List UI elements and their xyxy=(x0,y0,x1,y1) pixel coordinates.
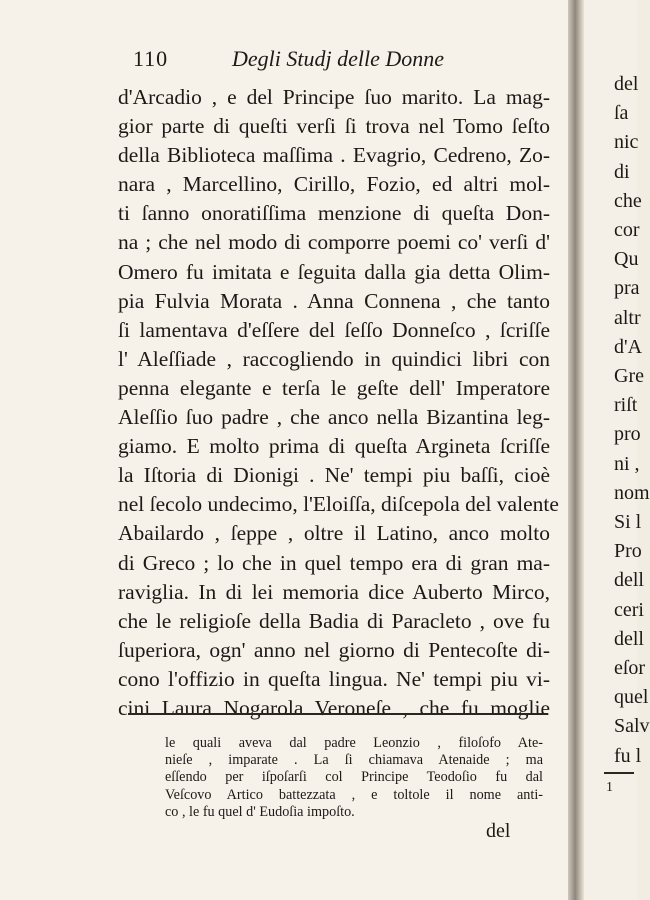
facing-line: cor xyxy=(614,219,640,242)
facing-line: dell xyxy=(614,569,644,592)
facing-line: dell xyxy=(614,627,644,650)
footnote-line: eſſendo per iſpoſarſi col Principe Teodoſio fu dal xyxy=(165,769,543,786)
text-line: d'Arcadio , e del Principe ſuo marito. La mag- xyxy=(118,85,550,109)
facing-line: Qu xyxy=(614,248,639,271)
facing-line: riſt xyxy=(614,394,638,417)
page-number: 110 xyxy=(133,46,169,71)
text-line: Aleſſio ſuo padre , che anco nella Bizantina leg- xyxy=(118,405,550,430)
text-line: che le religioſe della Badia di Paracleto , ove fu xyxy=(118,608,550,633)
footnote xyxy=(165,735,543,821)
footnote-line: le quali aveva dal padre Leonzio , filoſofo Ate- xyxy=(165,735,543,751)
facing-line: di xyxy=(614,160,630,183)
facing-page-text xyxy=(614,70,650,771)
facing-page xyxy=(584,0,650,900)
text-line: Omero fu imitata e ſeguita dalla gia detta Olim- xyxy=(118,259,550,284)
footnote-divider xyxy=(128,713,548,715)
text-line: giamo. E molto prima di queſta Argineta ſcriſſe xyxy=(118,434,550,459)
footnote-line: nieſe , imparate . La ſi chiamava Atenaide ; ma xyxy=(165,752,543,769)
text-line: cono l'offizio in queſta lingua. Ne' tempi piu vi- xyxy=(118,666,550,691)
text-line: penna elegante e terſa le geſte dell' Imperatore xyxy=(118,375,550,400)
facing-line: d'A xyxy=(614,335,643,358)
facing-line: altr xyxy=(614,306,641,329)
page-header xyxy=(0,46,575,80)
facing-line: eſor xyxy=(614,657,646,680)
footnote-line: Veſcovo Artico battezzata , e toltole il nome anti- xyxy=(165,786,543,803)
text-line: ti ſanno onoratiſſima menzione di queſta Don- xyxy=(118,201,550,226)
text-line: ſuperiora, ogn' anno nel giorno di Pentecoſte di- xyxy=(118,637,550,662)
text-line: gior parte di queſti verſi ſi trova nel Tomo ſeſto xyxy=(118,114,550,139)
text-line: raviglia. In di lei memoria dice Auberto Mirco, xyxy=(118,579,550,604)
facing-line: ceri xyxy=(614,598,644,621)
facing-line: nom xyxy=(614,481,650,504)
catchword: del xyxy=(486,820,511,842)
text-line: nel ſecolo undecimo, l'Eloiſſa, diſcepola del valente xyxy=(118,492,559,517)
text-line: nara , Marcellino, Cirillo, Fozio, ed altri mol- xyxy=(118,172,550,197)
running-title: Degli Studj delle Donne xyxy=(232,46,445,71)
text-line: na ; che nel modo di comporre poemi co' verſi d' xyxy=(118,230,550,255)
facing-line: pra xyxy=(614,277,640,300)
facing-line: che xyxy=(614,189,642,212)
text-line: di Greco ; lo che in quel tempo era di gran ma- xyxy=(118,550,550,575)
facing-footnote-marker: 1 xyxy=(606,780,613,795)
facing-line: nic xyxy=(614,131,639,154)
facing-line: Si l xyxy=(614,511,642,534)
text-line: l' Aleſſiade , raccogliendo in quindici libri con xyxy=(118,346,550,371)
facing-line: Gre xyxy=(614,365,644,388)
text-line: pia Fulvia Morata . Anna Connena , che tanto xyxy=(118,288,550,313)
book-gutter xyxy=(568,0,584,900)
text-line: della Biblioteca maſſima . Evagrio, Cedreno, Zo- xyxy=(118,143,550,168)
facing-line: pro xyxy=(614,423,641,446)
facing-line: quel xyxy=(614,686,649,709)
text-line: la Iſtoria di Dionigi . Ne' tempi piu baſſi, cioè xyxy=(118,463,550,488)
text-line: Abailardo , ſeppe , oltre il Latino, anco molto xyxy=(118,521,550,546)
footnote-line: co , le fu quel d' Eudoſia impoſto. xyxy=(165,803,355,820)
facing-line: del xyxy=(614,73,639,95)
facing-line: ſa xyxy=(614,102,629,125)
facing-line: ni , xyxy=(614,452,640,475)
body-text xyxy=(118,83,559,723)
facing-line: Pro xyxy=(614,540,642,563)
text-line: ſi lamentava d'eſſere del ſeſſo Donneſco , ſcriſſe xyxy=(118,317,550,342)
text-line: cini Laura Nogarola Veroneſe , che fu moglie xyxy=(118,695,550,720)
facing-line: fu l xyxy=(614,744,642,767)
facing-footnote-divider xyxy=(604,772,634,774)
facing-line: Salv xyxy=(614,715,650,738)
